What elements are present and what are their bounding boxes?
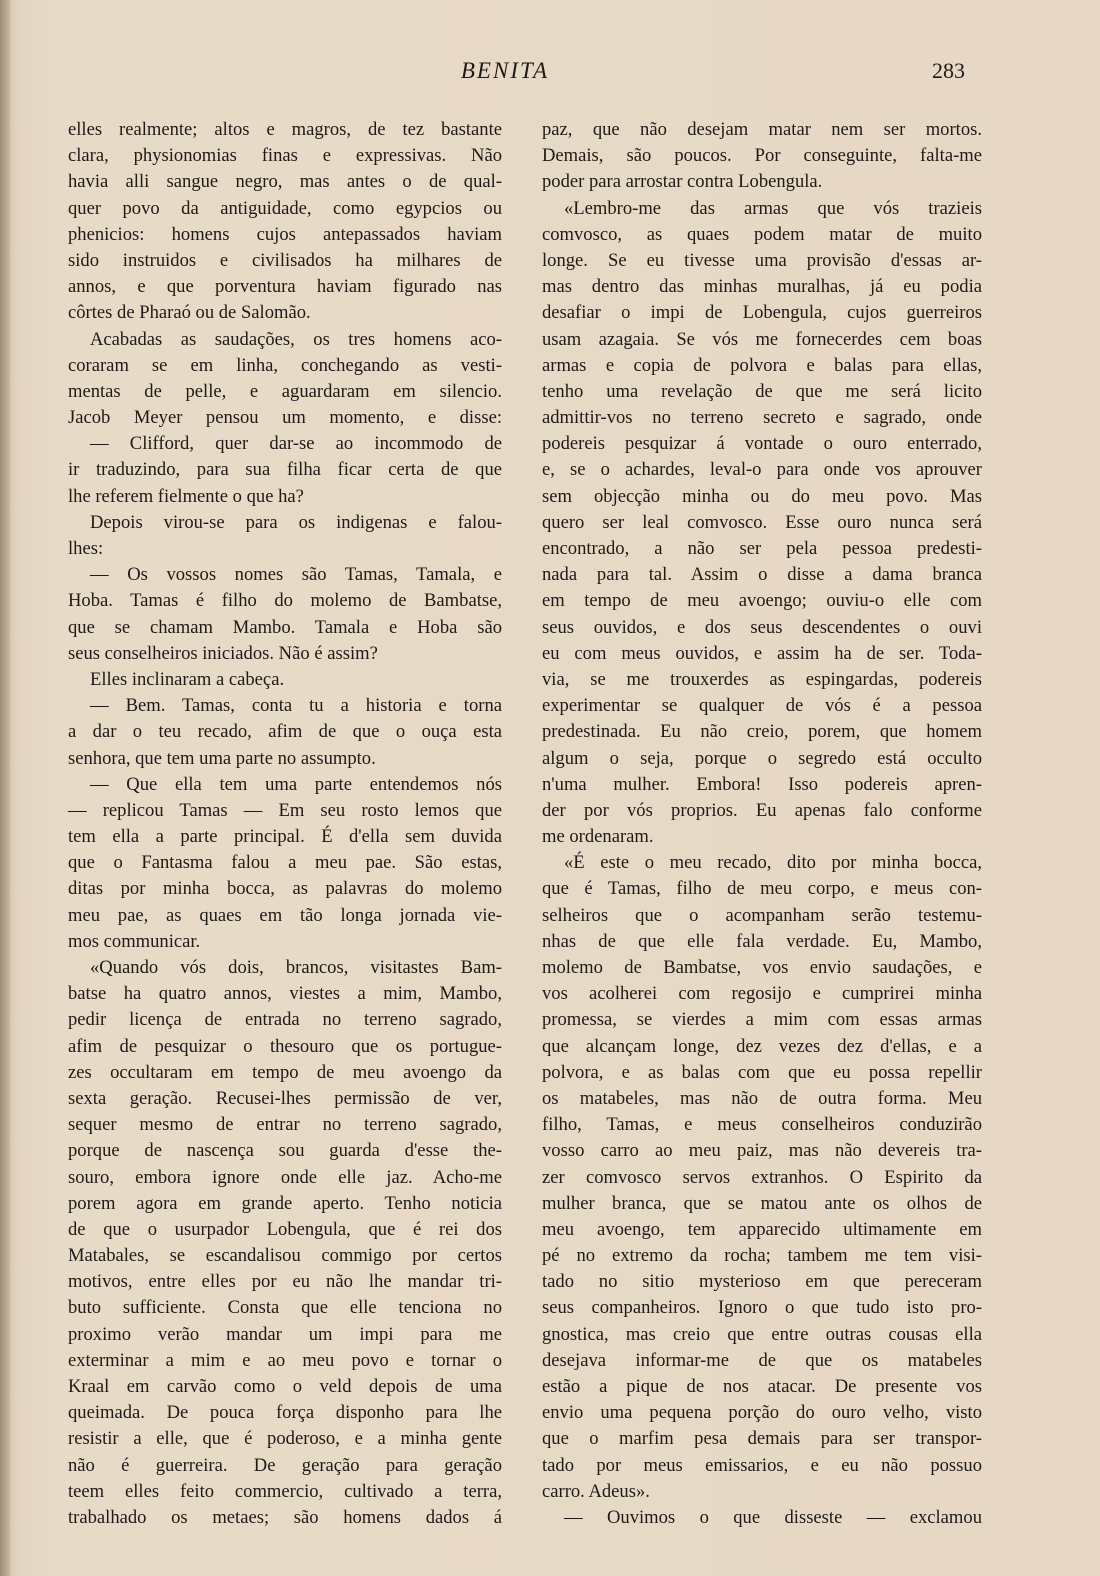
text-line: n'uma mulher. Embora! Isso podereis apren-	[542, 773, 982, 795]
text-line: teem elles feito commercio, cultivado a terra,	[68, 1480, 502, 1502]
text-line: vos acolherei com regosijo e cumprirei minha	[542, 983, 982, 1005]
text-line: desafiar o impi de Lobengula, cujos guerreiros	[542, 302, 982, 324]
text-line: ditas por minha bocca, as palavras do molemo	[68, 878, 502, 900]
text-line: filho, Tamas, e meus conselheiros conduzirão	[542, 1114, 982, 1136]
text-line: encontrado, a não ser pela pessoa predesti-	[542, 538, 982, 559]
text-line: nada para tal. Assim o disse a dama branca	[542, 564, 982, 586]
text-line: meu pae, as quaes em tão longa jornada vie-	[68, 904, 502, 926]
text-line: zer comvosco servos extranhos. O Espirito da	[542, 1166, 982, 1188]
text-line: armas e copia de polvora e balas para ellas,	[542, 354, 982, 376]
text-line: carro. Adeus».	[542, 1480, 650, 1502]
text-line: coraram se em linha, conchegando as vesti-	[68, 354, 502, 376]
text-line: longe. Se eu tivesse uma provisão d'essas ar-	[542, 249, 982, 271]
right-text-column	[542, 117, 982, 1531]
text-line: podereis pesquizar á vontade o ouro enterrado,	[542, 433, 982, 455]
text-line: mas dentro das minhas muralhas, já eu podia	[542, 276, 982, 298]
text-line: — Ouvimos o que disseste — exclamou	[564, 1506, 982, 1528]
text-line: Kraal em carvão como o veld depois de uma	[68, 1376, 502, 1397]
left-text-column	[68, 117, 502, 1531]
text-line: experimentar se qualquer de vós é a pessoa	[542, 695, 982, 717]
text-line: mentas de pelle, e aguardaram em silencio.	[68, 380, 502, 402]
text-line: predestinada. Eu não creio, porem, que homem	[542, 721, 982, 743]
text-line: — Bem. Tamas, conta tu a historia e torna	[90, 695, 502, 717]
text-line: Demais, são poucos. Por conseguinte, falta-me	[542, 145, 982, 167]
text-line: usam azagaia. Se vós me fornecerdes cem boas	[542, 328, 982, 350]
text-line: motivos, entre elles por eu não lhe mandar tri-	[68, 1271, 502, 1293]
text-line: algum o seja, porque o segredo está occulto	[542, 747, 982, 769]
text-line: pedir licença de entrada no terreno sagrado,	[68, 1009, 502, 1031]
text-line: «Lembro-me das armas que vós trazieis	[564, 197, 982, 219]
text-line: ir traduzindo, para sua filha ficar certa de que	[68, 459, 502, 481]
text-line: Depois virou-se para os indigenas e falou-	[90, 511, 502, 533]
text-line: zes occultaram em tempo de meu avoengo da	[68, 1061, 502, 1083]
text-line: desejava informar-me de que os matabeles	[542, 1349, 982, 1371]
text-line: que o Fantasma falou a meu pae. São estas,	[68, 852, 502, 874]
text-line: Jacob Meyer pensou um momento, e disse:	[68, 407, 502, 429]
text-line: exterminar a mim e ao meu povo e tornar o	[68, 1349, 502, 1371]
text-line: lhe referem fielmente o que ha?	[68, 485, 304, 507]
text-line: polvora, e as balas com que eu possa repellir	[542, 1061, 982, 1083]
text-line: resistir a elle, que é poderoso, e a minha gente	[68, 1428, 502, 1450]
text-line: vosso carro ao meu paiz, mas não devereis tra-	[542, 1140, 982, 1162]
text-line: — replicou Tamas — Em seu rosto lemos que	[68, 799, 502, 821]
page-number: 283	[932, 58, 965, 83]
text-line: porem agora em grande aperto. Tenho noticia	[68, 1192, 502, 1214]
text-line: paz, que não desejam matar nem ser mortos.	[542, 119, 982, 140]
text-line: sexta geração. Recusei-lhes permissão de ver,	[68, 1087, 502, 1109]
text-line: seus companheiros. Ignoro o que tudo isto pro-	[542, 1297, 982, 1319]
text-line: sequer mesmo de entrar no terreno sagrado,	[68, 1114, 502, 1136]
text-line: a dar o teu recado, afim de que o ouça esta	[68, 721, 502, 743]
text-line: tem ella a parte principal. É d'ella sem duvida	[68, 826, 502, 848]
book-spine-edge	[0, 0, 10, 1576]
text-line: Matabales, se escandalisou commigo por certos	[68, 1245, 502, 1267]
text-line: quer povo da antiguidade, como egypcios ou	[68, 197, 502, 219]
text-line: poder para arrostar contra Lobengula.	[542, 171, 823, 193]
text-line: admittir-vos no terreno secreto e sagrado, onde	[542, 407, 982, 429]
text-line: Hoba. Tamas é filho do molemo de Bambatse,	[68, 590, 502, 612]
running-header	[0, 58, 1100, 92]
text-line: Elles inclinaram a cabeça.	[90, 668, 285, 690]
text-line: havia alli sangue negro, mas antes o de qual-	[68, 171, 502, 193]
text-line: côrtes de Pharaó ou de Salomão.	[68, 302, 311, 324]
text-line: tenho uma revelação de que me será licito	[542, 380, 982, 402]
text-line: nhas de que elle fala verdade. Eu, Mambo,	[542, 930, 982, 952]
text-line: batse ha quatro annos, viestes a mim, Mambo,	[68, 983, 502, 1005]
text-line: phenicios: homens cujos antepassados haviam	[68, 223, 502, 245]
text-line: mulher branca, que se matou ante os olhos de	[542, 1192, 982, 1214]
text-line: promessa, se vierdes a mim com essas armas	[542, 1009, 982, 1031]
text-line: — Os vossos nomes são Tamas, Tamala, e	[90, 564, 502, 586]
text-line: Acabadas as saudações, os tres homens aco-	[90, 328, 502, 350]
text-line: sido instruidos e civilisados ha milhares de	[68, 249, 502, 271]
text-line: seus ouvidos, e dos seus descendentes o ouvi	[542, 616, 982, 638]
text-line: que é Tamas, filho de meu corpo, e meus con-	[542, 878, 982, 900]
text-line: clara, physionomias finas e expressivas. Não	[68, 145, 502, 167]
text-line: pé no extremo da rocha; tambem me tem visi-	[542, 1245, 982, 1267]
text-line: «Quando vós dois, brancos, visitastes Bam-	[90, 957, 502, 978]
text-line: elles realmente; altos e magros, de tez bastante	[68, 119, 502, 140]
text-line: tado por meus emissarios, e eu não possuo	[542, 1454, 982, 1476]
text-line: proximo verão mandar um impi para me	[68, 1323, 502, 1345]
text-line: annos, e que porventura haviam figurado nas	[68, 276, 502, 298]
text-line: porque de nascença sou guarda d'esse the-	[68, 1140, 502, 1162]
text-line: «É este o meu recado, dito por minha bocca,	[564, 852, 982, 874]
text-line: meu avoengo, tem apparecido ultimamente em	[542, 1218, 982, 1240]
text-line: mos communicar.	[68, 930, 201, 952]
text-line: trabalhado os metaes; são homens dados á	[68, 1506, 502, 1528]
text-line: — Clifford, quer dar-se ao incommodo de	[90, 433, 502, 455]
text-line: comvosco, as quaes podem matar de muito	[542, 223, 982, 245]
text-line: os matabeles, mas não de outra forma. Meu	[542, 1087, 982, 1109]
text-line: lhes:	[68, 538, 104, 559]
text-line: via, se me trouxerdes as espingardas, podereis	[542, 668, 982, 690]
text-line: quero ser leal comvosco. Esse ouro nunca será	[542, 511, 982, 533]
text-line: souro, embora ignore onde elle jaz. Acho-me	[68, 1166, 502, 1188]
text-line: e, se o achardes, leval-o para onde vos aprouver	[542, 459, 982, 481]
text-line: sem objecção minha ou do meu povo. Mas	[542, 485, 982, 507]
running-title: BENITA	[460, 58, 550, 83]
text-line: envio uma pequena porção do ouro velho, visto	[542, 1402, 982, 1424]
text-line: queimada. De pouca força disponho para lhe	[68, 1402, 502, 1424]
text-line: buto sufficiente. Consta que elle tenciona no	[68, 1297, 502, 1319]
text-line: molemo de Bambatse, vos envio saudações, e	[542, 957, 982, 978]
text-line: senhora, que tem uma parte no assumpto.	[68, 747, 376, 769]
text-line: — Que ella tem uma parte entendemos nós	[90, 773, 502, 795]
text-line: selheiros que o acompanham serão testemu-	[542, 904, 982, 926]
text-line: estão a pique de nos atacar. De presente vos	[542, 1376, 982, 1397]
text-line: seus conselheiros iniciados. Não é assim?	[68, 642, 378, 664]
text-line: não é guerreira. De geração para geração	[68, 1454, 502, 1476]
text-line: de que o usurpador Lobengula, que é rei dos	[68, 1218, 502, 1240]
text-line: que se chamam Mambo. Tamala e Hoba são	[68, 616, 502, 638]
text-line: que o marfim pesa demais para ser transpor-	[542, 1428, 982, 1450]
text-line: tado no sitio mysterioso em que pereceram	[542, 1271, 982, 1293]
text-line: me ordenaram.	[542, 826, 654, 848]
text-line: gnostica, mas creio que entre outras cousas ella	[542, 1323, 982, 1345]
text-line: der por vós proprios. Eu apenas falo conforme	[542, 799, 982, 821]
text-line: em tempo de meu avoengo; ouviu-o elle com	[542, 590, 982, 612]
text-line: afim de pesquizar o thesouro que os portugue-	[68, 1035, 502, 1057]
text-line: que alcançam longe, dez vezes dez d'ellas, e a	[542, 1035, 982, 1057]
text-line: eu com meus ouvidos, e assim ha de ser. Toda-	[542, 642, 982, 664]
